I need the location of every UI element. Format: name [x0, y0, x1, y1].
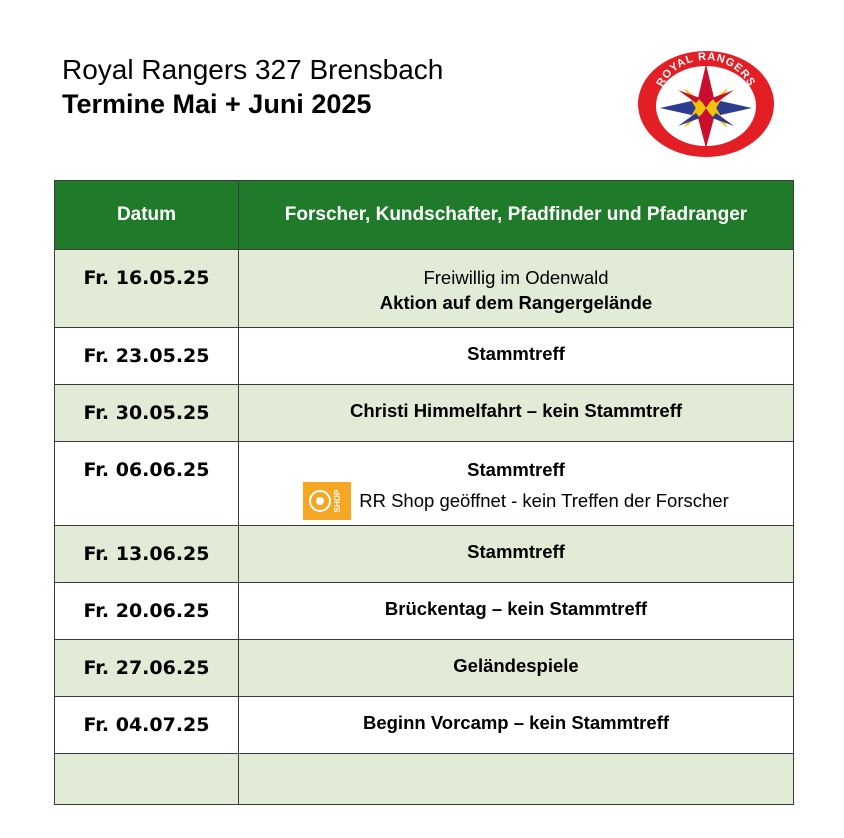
row-event: Brückentag – kein Stammtreff	[239, 583, 794, 640]
shop-line	[303, 482, 729, 520]
table-row	[55, 697, 794, 754]
row-date: Fr. 04.07.25	[55, 697, 239, 754]
header-date: Datum	[55, 181, 239, 250]
table-row	[55, 526, 794, 583]
row-date: Fr. 20.06.25	[55, 583, 239, 640]
event-line: Freiwillig im Odenwald	[423, 267, 609, 288]
row-date: Fr. 06.06.25	[55, 442, 239, 526]
row-event: Beginn Vorcamp – kein Stammtreff	[239, 697, 794, 754]
svg-text:ROYAL RANGERS: ROYAL RANGERS	[654, 50, 758, 89]
row-event: Geländespiele	[239, 640, 794, 697]
royal-rangers-logo	[637, 50, 775, 158]
row-date	[55, 754, 239, 805]
row-date: Fr. 23.05.25	[55, 328, 239, 385]
row-event: Stammtreff	[239, 328, 794, 385]
row-date: Fr. 27.06.25	[55, 640, 239, 697]
row-event	[239, 754, 794, 805]
table-row	[55, 583, 794, 640]
schedule-table	[54, 180, 794, 805]
table-row	[55, 442, 794, 526]
page-subtitle: Termine Mai + Juni 2025	[62, 89, 372, 119]
row-date: Fr. 16.05.25	[55, 250, 239, 328]
row-date: Fr. 13.06.25	[55, 526, 239, 583]
shop-icon	[303, 482, 351, 520]
event-line: Stammtreff	[467, 459, 565, 480]
row-event: Christi Himmelfahrt – kein Stammtreff	[239, 385, 794, 442]
header-event: Forscher, Kundschafter, Pfadfinder und Pfadranger	[239, 181, 794, 250]
table-row	[55, 385, 794, 442]
row-event	[239, 250, 794, 328]
event-line: Aktion auf dem Rangergelände	[379, 292, 653, 313]
table-row	[55, 328, 794, 385]
table-row	[55, 754, 794, 805]
table-row	[55, 250, 794, 328]
row-event	[239, 442, 794, 526]
shop-badge-text: SHOP	[333, 489, 343, 513]
row-event: Stammtreff	[239, 526, 794, 583]
page-title: Royal Rangers 327 Brensbach	[62, 54, 444, 85]
table-row	[55, 640, 794, 697]
row-date: Fr. 30.05.25	[55, 385, 239, 442]
event-line: RR Shop geöffnet - kein Treffen der Forscher	[359, 490, 729, 511]
